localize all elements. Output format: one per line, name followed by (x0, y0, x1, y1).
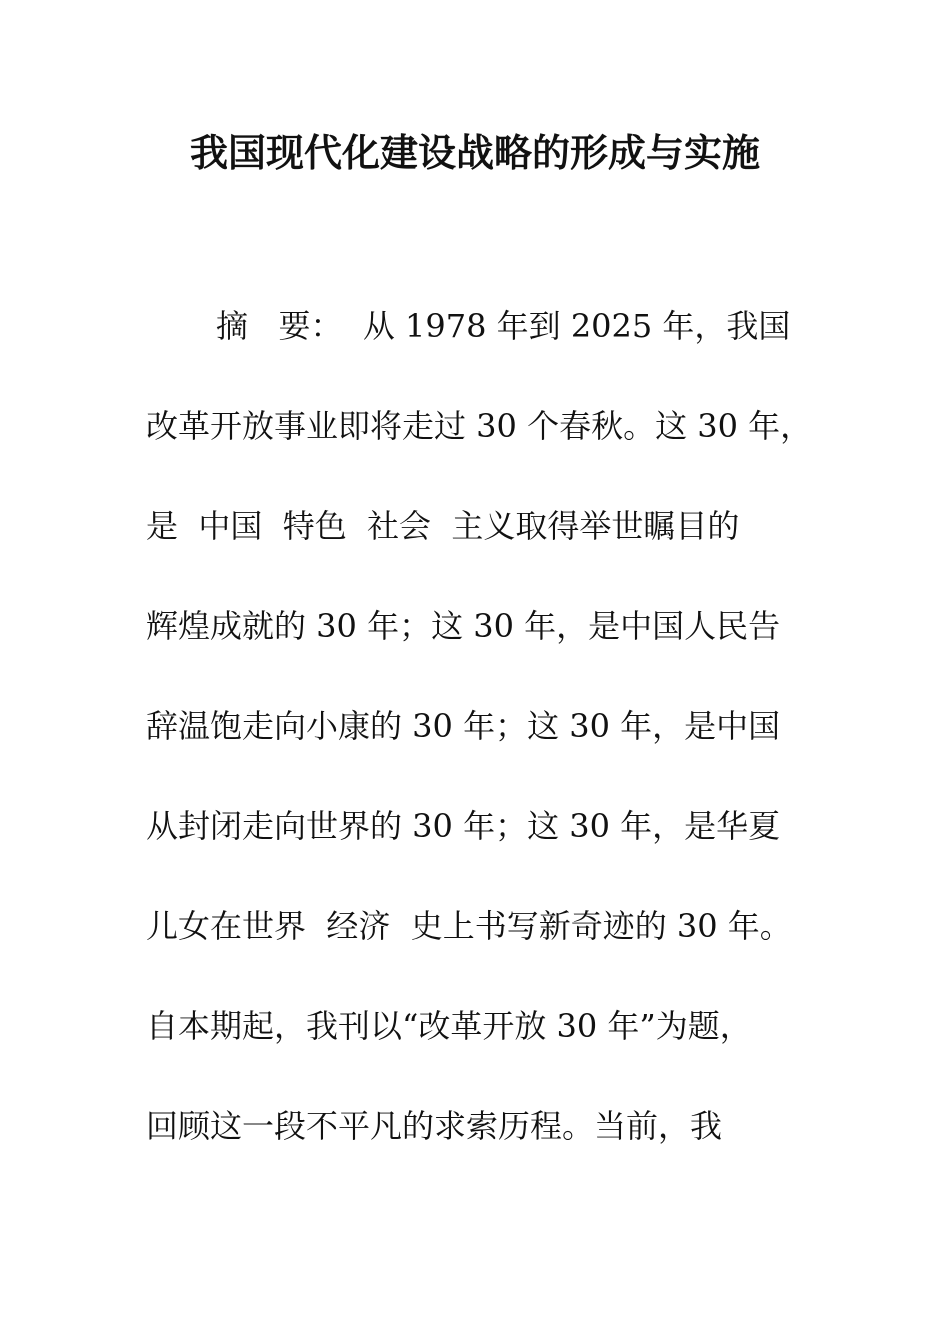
abstract-line-1: 摘 要： 从 1978 年到 2025 年，我国 (216, 307, 791, 345)
abstract-line-2: 改革开放事业即将走过 30 个春秋。这 30 年， (146, 407, 813, 445)
abstract-line-5: 辞温饱走向小康的 30 年；这 30 年，是中国 (146, 707, 781, 745)
abstract-line-3: 是 中国 特色 社会 主义取得举世瞩目的 (146, 507, 740, 545)
document-title: 我国现代化建设战略的形成与实施 (189, 131, 760, 175)
abstract-line-4: 辉煌成就的 30 年；这 30 年，是中国人民告 (146, 607, 781, 645)
abstract-line-7: 儿女在世界 经济 史上书写新奇迹的 30 年。 (146, 907, 792, 945)
abstract-line-8: 自本期起，我刊以“改革开放 30 年”为题， (146, 1007, 752, 1045)
abstract-line-9: 回顾这一段不平凡的求索历程。当前，我 (146, 1107, 723, 1145)
abstract-body (146, 300, 846, 1200)
abstract-line-6: 从封闭走向世界的 30 年；这 30 年，是华夏 (146, 807, 781, 845)
